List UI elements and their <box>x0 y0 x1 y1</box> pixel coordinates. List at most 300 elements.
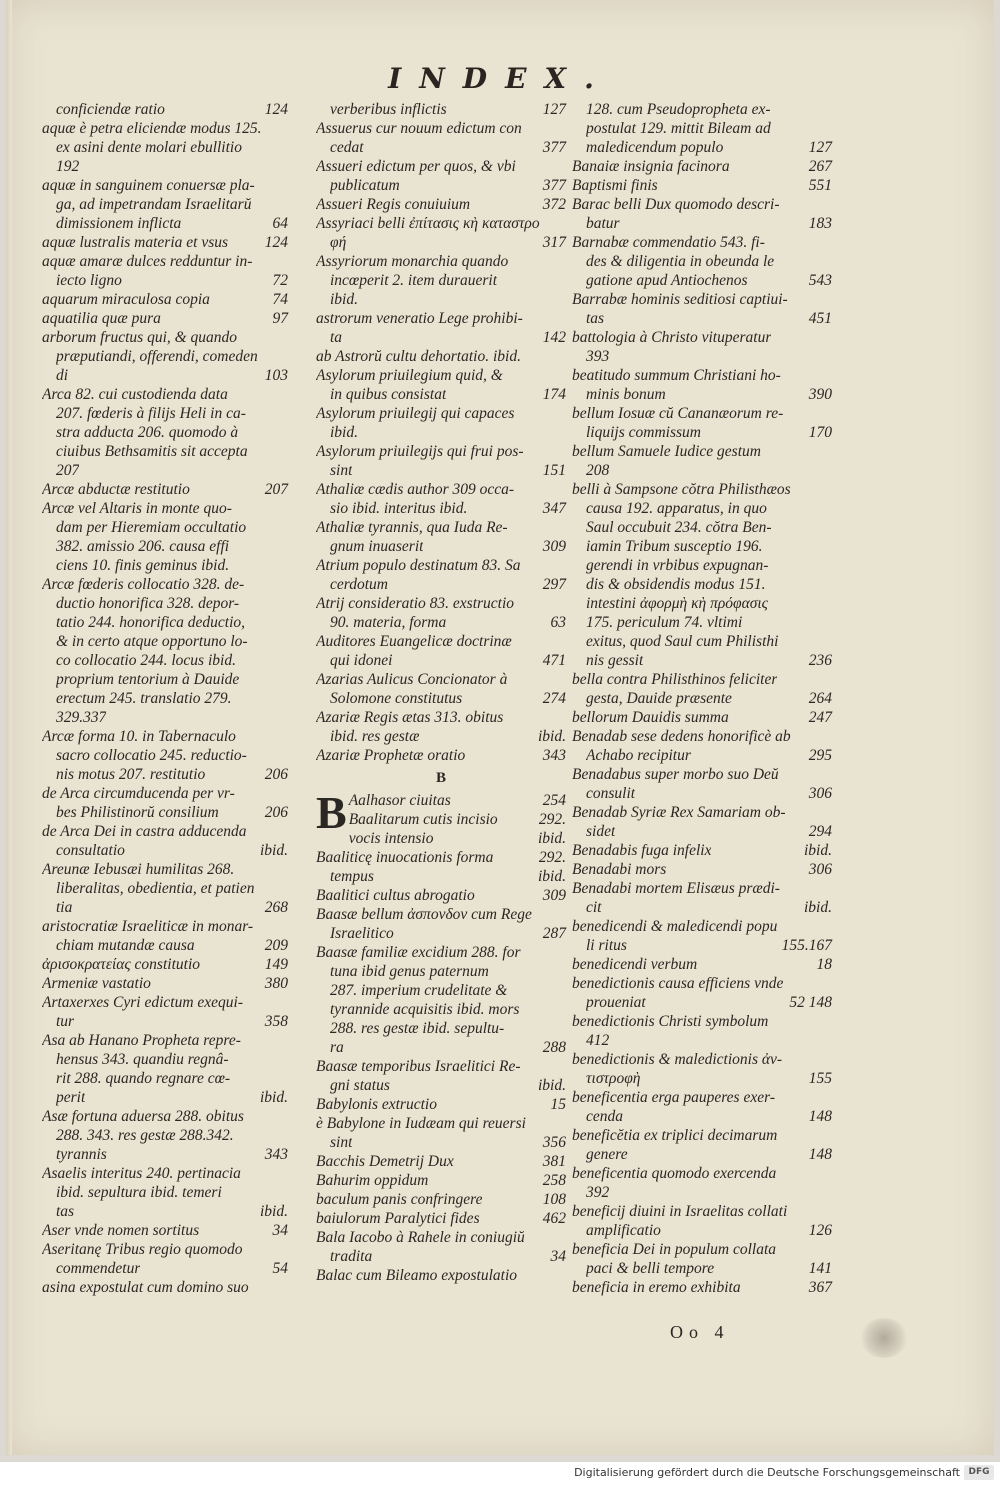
index-column-3 <box>572 100 832 1297</box>
entry-text: Baasæ familiæ excidium 288. for <box>316 944 521 961</box>
entry-text: de Arca Dei in castra adducenda <box>42 823 247 840</box>
index-entry <box>316 924 566 943</box>
entry-text: erectum 245. translatio 279. <box>56 690 232 707</box>
page-ref: 155.167 <box>781 937 832 954</box>
entry-text: Benadab sese dedens honorificè ab <box>572 728 791 745</box>
index-entry <box>42 347 288 366</box>
index-entry <box>316 461 566 480</box>
index-column-1 <box>42 100 288 1297</box>
page-ref: ibid. <box>804 899 832 916</box>
index-entry <box>572 252 832 271</box>
page-ref: 209 <box>264 937 288 954</box>
index-entry <box>42 917 288 936</box>
entry-text: beatitudo summum Christiani ho- <box>572 367 781 384</box>
page-ref: 380 <box>264 975 288 992</box>
page-ref: 126 <box>808 1222 832 1239</box>
entry-text: Armeniæ vastatio <box>42 975 151 992</box>
index-entry <box>42 1069 288 1088</box>
page-ref: 155 <box>808 1070 832 1087</box>
index-entry <box>42 955 288 974</box>
funding-note: Digitalisierung gefördert durch die Deutsche Forschungsgemeinschaft <box>574 1466 960 1479</box>
entry-text: cenda <box>586 1108 624 1125</box>
page-ref: ibid. <box>260 1203 288 1220</box>
index-entry <box>572 138 832 157</box>
entry-text: asina expostulat cum domino suo <box>42 1279 249 1296</box>
entry-text: aquæ amaræ dulces redduntur in- <box>42 253 253 270</box>
page-ref: 54 <box>272 1260 288 1277</box>
index-entry <box>572 385 832 404</box>
index-entry <box>316 708 566 727</box>
index-entry <box>316 157 566 176</box>
entry-text: batur <box>586 215 620 232</box>
entry-text: ibid. res gestæ <box>330 728 420 745</box>
entry-text: baiulorum Paralytici fides <box>316 1210 480 1227</box>
index-entry <box>42 119 288 138</box>
entry-text: præputiandi, offerendi, comeden <box>56 348 258 365</box>
entry-text: Asæ fortuna aduersa 288. obitus <box>42 1108 244 1125</box>
entry-text: aquæ è petra eliciendæ modus 125. <box>42 120 262 137</box>
index-entry <box>572 442 832 461</box>
index-entry <box>42 1183 288 1202</box>
entry-text: vocis intensio <box>348 830 434 847</box>
index-entry <box>572 670 832 689</box>
index-entry <box>316 1152 566 1171</box>
entry-text: Benadabi mortem Elisæus prædi- <box>572 880 780 897</box>
page-stain <box>860 1318 908 1358</box>
index-entry <box>572 461 832 480</box>
index-entry <box>572 594 832 613</box>
entry-text: Aseritanę Tribus regio quomodo <box>42 1241 243 1258</box>
entry-text: Balac cum Bileamo expostulatio <box>316 1267 518 1284</box>
entry-text: 175. periculum 74. vltimi <box>586 614 743 631</box>
page-ref: 288 <box>542 1039 566 1056</box>
index-entry <box>316 480 566 499</box>
entry-text: Barac belli Dux quomodo descri- <box>572 196 780 213</box>
entry-text: 90. materia, forma <box>330 614 447 631</box>
index-entry <box>572 613 832 632</box>
entry-text: postulat 129. mittit Bileam ad <box>586 120 771 137</box>
page-ref: 34 <box>272 1222 288 1239</box>
page-header: INDEX. <box>388 62 612 95</box>
entry-text: beneficia Dei in populum collata <box>572 1241 777 1258</box>
page-ref: 124 <box>264 101 288 118</box>
entry-text: nis gessit <box>586 652 644 669</box>
entry-text: sio ibid. interitus ibid. <box>330 500 468 517</box>
entry-text: φή <box>330 234 347 251</box>
entry-text: Atrij consideratio 83. exstructio <box>316 595 515 612</box>
entry-text: causa 192. apparatus, in quo <box>586 500 767 517</box>
page-ref: 317 <box>542 234 566 251</box>
entry-text: 128. cum Pseudopropheta ex- <box>586 101 771 118</box>
page-ref: 108 <box>542 1191 566 1208</box>
entry-text: ibid. sepultura ibid. temeri <box>56 1184 222 1201</box>
entry-text: liberalitas, obedientia, et patien <box>56 880 255 897</box>
index-entry <box>572 157 832 176</box>
page-ref: 15 <box>550 1096 566 1113</box>
index-entry <box>42 328 288 347</box>
page-ref: ibid. <box>538 830 566 847</box>
entry-text: aquæ lustralis materia et vsus <box>42 234 229 251</box>
index-entry <box>42 195 288 214</box>
page-ref: 207 <box>264 481 288 498</box>
index-entry <box>316 214 566 233</box>
index-entry <box>572 651 832 670</box>
entry-text: amplificatio <box>586 1222 661 1239</box>
entry-text: ἀρισοκρατείας constitutio <box>42 956 200 973</box>
entry-text: beneficij diuini in Israelitas collati <box>572 1203 788 1220</box>
index-entry <box>42 993 288 1012</box>
index-entry <box>42 879 288 898</box>
entry-text: de Arca circumducenda per vr- <box>42 785 235 802</box>
entry-text: 392 <box>586 1184 610 1201</box>
entry-text: ibid. <box>330 291 358 308</box>
entry-text: battologia à Christo vituperatur <box>572 329 772 346</box>
page-ref: 206 <box>264 766 288 783</box>
page-ref: 306 <box>808 861 832 878</box>
index-entry <box>42 556 288 575</box>
entry-text: ta <box>330 329 343 346</box>
index-entry <box>42 746 288 765</box>
entry-text: benedictionis Christi symbolum <box>572 1013 769 1030</box>
index-entry <box>316 347 566 366</box>
entry-text: benedicendi verbum <box>572 956 698 973</box>
entry-text: 208 <box>586 462 610 479</box>
index-entry <box>42 1240 288 1259</box>
index-entry <box>316 1190 566 1209</box>
page-ref: 247 <box>808 709 832 726</box>
page-ref: 258 <box>542 1172 566 1189</box>
index-entry <box>316 867 566 886</box>
index-entry <box>316 651 566 670</box>
page-ref: 292. <box>538 811 566 828</box>
index-entry <box>316 689 566 708</box>
index-entry <box>42 803 288 822</box>
entry-text: tas <box>56 1203 75 1220</box>
index-entry <box>42 670 288 689</box>
entry-text: tyrannide acquisitis ibid. mors <box>330 1001 520 1018</box>
entry-text: benedictionis & maledictionis ἀν- <box>572 1051 783 1068</box>
page-ref: 63 <box>550 614 566 631</box>
index-entry <box>42 575 288 594</box>
entry-text: Solomone constitutus <box>330 690 463 707</box>
entry-text: intestini ἀφορμὴ κὴ πρόφασις <box>586 595 768 612</box>
entry-text: Azariæ Regis ætas 313. obitus <box>316 709 504 726</box>
entry-text: tatio 244. honorifica deductio, <box>56 614 245 631</box>
entry-text: perit <box>56 1089 86 1106</box>
index-entry <box>42 765 288 784</box>
index-entry <box>572 1126 832 1145</box>
entry-text: beneficentia erga pauperes exer- <box>572 1089 775 1106</box>
entry-text: gerendi in vrbibus expugnan- <box>586 557 769 574</box>
index-entry <box>42 651 288 670</box>
index-entry <box>316 1038 566 1057</box>
index-entry <box>572 575 832 594</box>
entry-text: nis motus 207. restitutio <box>56 766 206 783</box>
entry-text: Arcæ forma 10. in Tabernaculo <box>42 728 236 745</box>
page-ref: 274 <box>542 690 566 707</box>
index-entry <box>42 708 288 727</box>
index-entry <box>42 499 288 518</box>
entry-text: consulit <box>586 785 636 802</box>
page-ref: 148 <box>808 1108 832 1125</box>
entry-text: Banaiæ insignia facinora <box>572 158 730 175</box>
index-entry <box>572 1278 832 1297</box>
page-ref: 72 <box>272 272 288 289</box>
page-ref: 254 <box>542 792 566 809</box>
entry-text: aristocratiæ Israeliticæ in monar- <box>42 918 254 935</box>
index-entry <box>42 898 288 917</box>
index-entry <box>316 1247 566 1266</box>
entry-text: Azariæ Prophetæ oratio <box>316 747 466 764</box>
page-ref: 124 <box>264 234 288 251</box>
entry-text: sidet <box>586 823 616 840</box>
index-entry <box>42 537 288 556</box>
entry-text: ra <box>330 1039 344 1056</box>
entry-text: benedictionis causa efficiens vnde <box>572 975 784 992</box>
index-entry <box>572 841 832 860</box>
index-entry <box>316 119 566 138</box>
entry-text: gesta, Dauide præsente <box>586 690 732 707</box>
index-entry <box>42 727 288 746</box>
page-ref: 377 <box>542 139 566 156</box>
entry-text: Athaliæ cædis author 309 occa- <box>316 481 515 498</box>
index-entry <box>42 1164 288 1183</box>
footer-bar <box>0 1462 1000 1485</box>
page-ref: 268 <box>264 899 288 916</box>
page-ref: 367 <box>808 1279 832 1296</box>
index-entry <box>572 290 832 309</box>
index-entry <box>316 727 566 746</box>
page-ref: 183 <box>808 215 832 232</box>
entry-text: Areunæ Iebusæi humilitas 268. <box>42 861 235 878</box>
index-entry <box>349 810 566 829</box>
page-ref: 297 <box>542 576 566 593</box>
index-entry <box>572 176 832 195</box>
page-ref: 236 <box>808 652 832 669</box>
index-entry <box>572 556 832 575</box>
page-ref: 309 <box>542 887 566 904</box>
index-entry <box>316 746 566 765</box>
index-entry <box>316 176 566 195</box>
index-entry <box>572 936 832 955</box>
entry-text: Aser vnde nomen sortitus <box>42 1222 200 1239</box>
index-entry <box>572 898 832 917</box>
page-ref: ibid. <box>260 1089 288 1106</box>
index-entry <box>42 518 288 537</box>
section-letter: B <box>435 770 446 786</box>
entry-text: li ritus <box>586 937 627 954</box>
index-entry <box>42 1202 288 1221</box>
entry-text: 329.337 <box>56 709 107 726</box>
entry-text: Auditores Euangelicæ doctrinæ <box>316 633 512 650</box>
index-entry <box>572 309 832 328</box>
entry-text: Saul occubuit 234. cŏtra Ben- <box>586 519 772 536</box>
entry-text: conficiendæ ratio <box>56 101 165 118</box>
entry-text: Benadabi mors <box>572 861 667 878</box>
page-ref: 306 <box>808 785 832 802</box>
index-entry <box>42 632 288 651</box>
entry-text: Baalitarum cutis incisio <box>348 811 498 828</box>
index-entry <box>572 1221 832 1240</box>
index-entry <box>316 290 566 309</box>
index-entry <box>572 708 832 727</box>
entry-text: beneficĕtia ex triplici decimarum <box>572 1127 778 1144</box>
page-ref: 148 <box>808 1146 832 1163</box>
index-entry <box>316 1209 566 1228</box>
entry-text: ga, ad impetrandam Israelitarŭ <box>56 196 252 213</box>
entry-text: Asa ab Hanano Propheta repre- <box>42 1032 241 1049</box>
entry-text: Asaelis interitus 240. pertinacia <box>42 1165 241 1182</box>
page-ref: 471 <box>542 652 566 669</box>
index-entry <box>572 480 832 499</box>
index-entry <box>316 100 566 119</box>
signature-mark: Oo 4 <box>670 1322 730 1342</box>
index-entry <box>572 214 832 233</box>
page-ref: 543 <box>808 272 832 289</box>
entry-text: Baasæ temporibus Israelitici Re- <box>316 1058 521 1075</box>
index-entry <box>42 1088 288 1107</box>
entry-text: Baptismi finis <box>572 177 658 194</box>
index-entry <box>316 366 566 385</box>
index-entry <box>42 100 288 119</box>
entry-text: maledicendum populo <box>586 139 724 156</box>
index-entry <box>42 1126 288 1145</box>
page-ref: ibid. <box>538 1077 566 1094</box>
index-entry <box>572 1202 832 1221</box>
entry-text: Arcæ fœderis collocatio 328. de- <box>42 576 245 593</box>
index-entry <box>572 765 832 784</box>
page-ref: 18 <box>816 956 832 973</box>
index-entry <box>42 385 288 404</box>
entry-text: liquijs commissum <box>586 424 701 441</box>
index-entry <box>572 1145 832 1164</box>
entry-text: Assueri edictum per quos, & vbi <box>316 158 516 175</box>
page-ref: 287 <box>542 925 566 942</box>
index-entry <box>572 328 832 347</box>
entry-text: Assueri Regis conuiuium <box>316 196 471 213</box>
page-ref: ibid. <box>538 868 566 885</box>
drop-cap: B <box>316 787 347 838</box>
index-entry <box>42 404 288 423</box>
entry-text: 192 <box>56 158 80 175</box>
index-entry <box>42 176 288 195</box>
entry-text: Barrabæ hominis seditiosi captiui- <box>572 291 788 308</box>
entry-text: gatione apud Antiochenos <box>586 272 748 289</box>
page-ref: ibid. <box>260 842 288 859</box>
index-entry <box>42 1221 288 1240</box>
entry-text: paci & belli tempore <box>586 1260 715 1277</box>
index-entry <box>572 1259 832 1278</box>
index-entry <box>316 556 566 575</box>
entry-text: Benadabus super morbo suo Deŭ <box>572 766 779 783</box>
entry-text: Bala Iacobo à Rahele in coniugiŭ <box>316 1229 525 1246</box>
index-entry <box>572 1050 832 1069</box>
entry-text: commendetur <box>56 1260 141 1277</box>
index-entry <box>572 119 832 138</box>
page-ref: 52 148 <box>789 994 832 1011</box>
index-entry <box>316 1114 566 1133</box>
index-entry <box>316 905 566 924</box>
entry-text: τιστροφὴ <box>586 1070 641 1087</box>
index-entry <box>316 886 566 905</box>
entry-text: 382. amissio 206. causa effi <box>56 538 230 555</box>
index-entry <box>42 480 288 499</box>
index-entry <box>42 366 288 385</box>
index-entry <box>42 138 288 157</box>
index-entry <box>572 518 832 537</box>
entry-text: des & diligentia in obeunda le <box>586 253 775 270</box>
entry-text: bella contra Philisthinos feliciter <box>572 671 778 688</box>
entry-text: tas <box>586 310 605 327</box>
entry-text: Assuerus cur nouum edictum con <box>316 120 522 137</box>
index-entry <box>572 1012 832 1031</box>
entry-text: Atrium populo destinatum 83. Sa <box>316 557 521 574</box>
index-entry <box>572 974 832 993</box>
index-entry <box>42 689 288 708</box>
entry-text: Bacchis Demetrij Dux <box>316 1153 454 1170</box>
entry-text: Achabo recipitur <box>586 747 691 764</box>
page-ref: 206 <box>264 804 288 821</box>
entry-text: cerdotum <box>330 576 388 593</box>
index-entry <box>572 822 832 841</box>
entry-text: Assyriaci belli ἐπίτασις κὴ καταστρο <box>316 215 540 232</box>
entry-text: astrorum veneratio Lege prohibi- <box>316 310 523 327</box>
index-entry <box>42 290 288 309</box>
page-gutter <box>6 0 12 1455</box>
index-entry <box>572 100 832 119</box>
entry-text: gnum inuaserit <box>330 538 424 555</box>
b-entries <box>316 787 566 1285</box>
page-ref: 149 <box>264 956 288 973</box>
index-entry <box>572 803 832 822</box>
index-entry <box>316 1057 566 1076</box>
entry-text: sint <box>330 1134 353 1151</box>
index-entry <box>42 841 288 860</box>
entry-text: & in certo atque opportuno lo- <box>56 633 248 650</box>
index-entry <box>42 442 288 461</box>
entry-text: sacro collocatio 245. reductio- <box>56 747 247 764</box>
index-entry <box>42 1050 288 1069</box>
entry-text: Benadabis fuga infelix <box>572 842 712 859</box>
index-entry <box>316 962 566 981</box>
entry-text: Barnabæ commendatio 543. fi- <box>572 234 765 251</box>
dfg-logo: DFG <box>964 1465 994 1480</box>
index-entry <box>572 1088 832 1107</box>
index-entry <box>316 499 566 518</box>
page-ref: 170 <box>808 424 832 441</box>
index-entry <box>572 195 832 214</box>
entry-text: Baasæ bellum ἀσπονδον cum Rege <box>316 906 532 923</box>
entry-text: cit <box>586 899 602 916</box>
index-entry <box>316 670 566 689</box>
page-ref: ibid. <box>804 842 832 859</box>
index-entry <box>572 1069 832 1088</box>
index-entry <box>316 981 566 1000</box>
page-ref: 377 <box>542 177 566 194</box>
index-entry <box>42 309 288 328</box>
entry-text: ab Astrorŭ cultu dehortatio. ibid. <box>316 348 521 365</box>
entry-text: tradita <box>330 1248 373 1265</box>
index-entry <box>572 879 832 898</box>
page-ref: 343 <box>542 747 566 764</box>
entry-text: ciens 10. finis geminus ibid. <box>56 557 230 574</box>
index-entry <box>42 1107 288 1126</box>
entry-text: tia <box>56 899 73 916</box>
entry-text: 207 <box>56 462 80 479</box>
index-entry <box>42 1259 288 1278</box>
entry-text: 288. 343. res gestæ 288.342. <box>56 1127 234 1144</box>
entry-text: minis bonum <box>586 386 666 403</box>
